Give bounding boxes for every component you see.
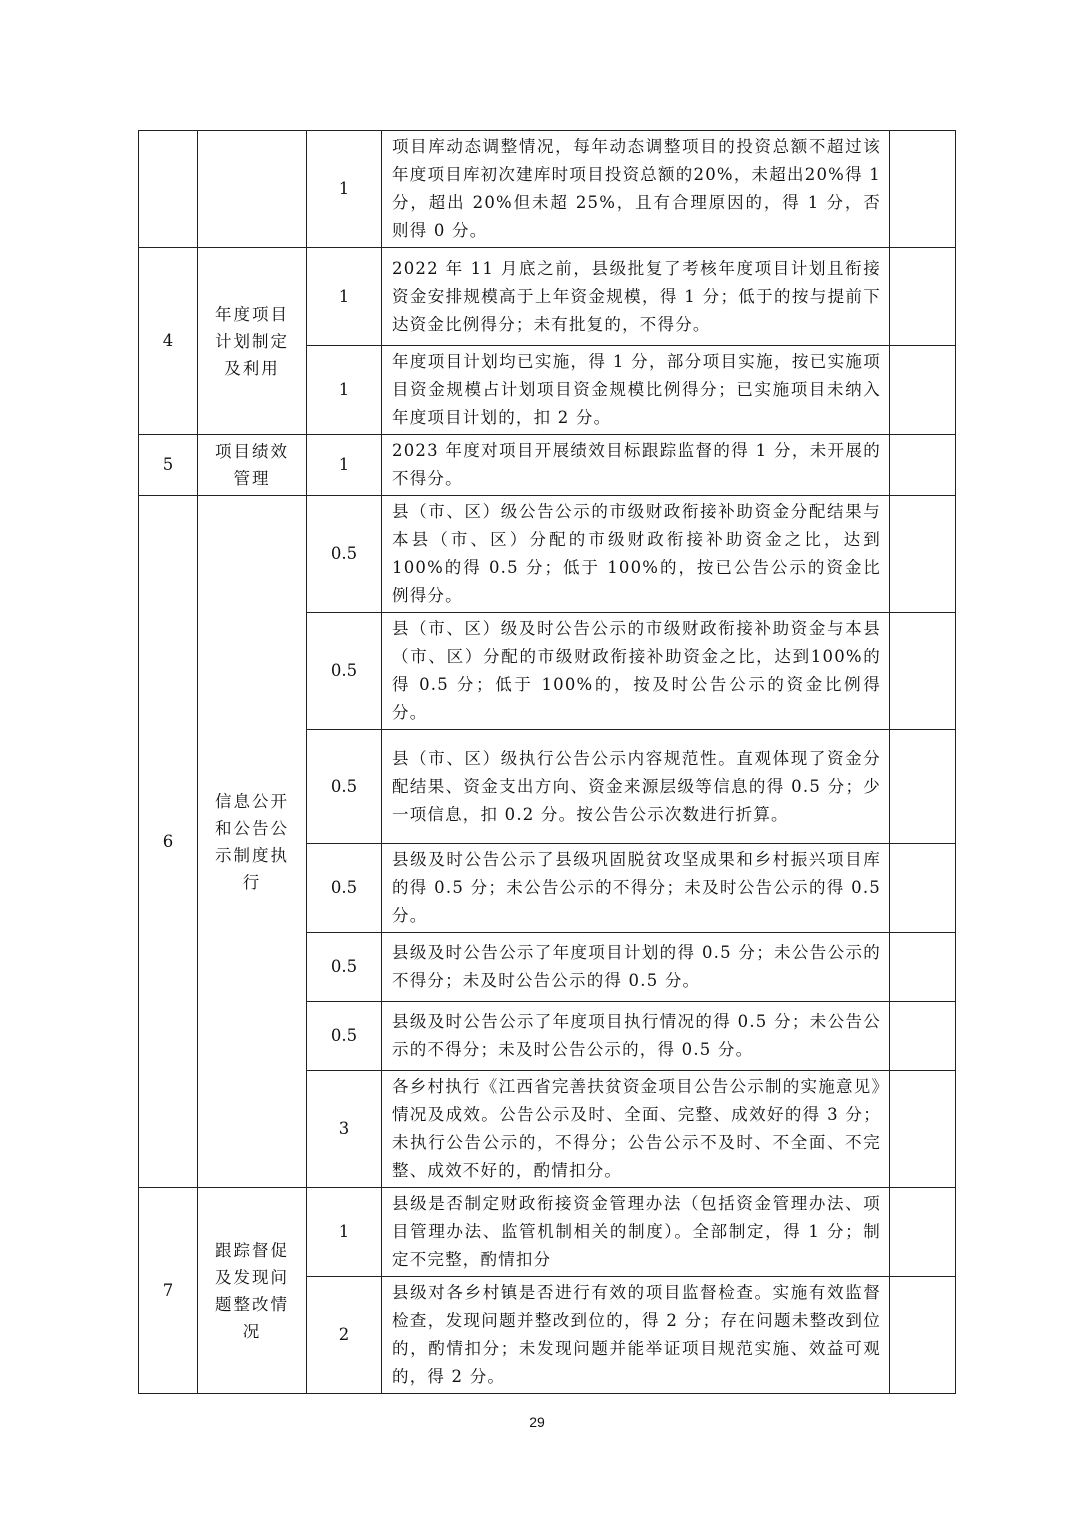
table-row <box>139 496 956 613</box>
criterion-cell: 县级及时公告公示了年度项目执行情况的得 0.5 分；未公告公示的不得分；未及时公告公示的，得 0.5 分。 <box>382 1002 890 1071</box>
score-cell: 1 <box>307 248 382 346</box>
table-row <box>139 131 956 248</box>
item-number-cell: 6 <box>139 496 198 1188</box>
score-cell: 3 <box>307 1071 382 1188</box>
criterion-cell: 2023 年度对项目开展绩效目标跟踪监督的得 1 分，未开展的不得分。 <box>382 435 890 496</box>
item-number-cell: 7 <box>139 1188 198 1394</box>
item-number-cell: 5 <box>139 435 198 496</box>
criterion-cell: 2022 年 11 月底之前，县级批复了考核年度项目计划且衔接资金安排规模高于上年资金规模，得 1 分；低于的按与提前下达资金比例得分；未有批复的，不得分。 <box>382 248 890 346</box>
score-cell: 0.5 <box>307 613 382 730</box>
criterion-cell: 县（市、区）级公告公示的市级财政衔接补助资金分配结果与本县（市、区）分配的市级财政衔接补助资金之比，达到 100%的得 0.5 分；低于 100%的，按已公告公示的资金比例得分。 <box>382 496 890 613</box>
remark-cell <box>890 131 956 248</box>
remark-cell <box>890 435 956 496</box>
score-cell: 0.5 <box>307 496 382 613</box>
criterion-cell: 各乡村执行《江西省完善扶贫资金项目公告公示制的实施意见》情况及成效。公告公示及时、全面、完整、成效好的得 3 分；未执行公告公示的，不得分；公告公示不及时、不全面、不完整、成效不好的，酌情扣分。 <box>382 1071 890 1188</box>
remark-cell <box>890 496 956 613</box>
criterion-cell: 县级及时公告公示了年度项目计划的得 0.5 分；未公告公示的不得分；未及时公告公示的得 0.5 分。 <box>382 933 890 1002</box>
score-cell: 1 <box>307 435 382 496</box>
score-cell: 1 <box>307 1188 382 1277</box>
score-cell: 0.5 <box>307 933 382 1002</box>
remark-cell <box>890 613 956 730</box>
item-name-cell: 跟踪督促及发现问题整改情况 <box>198 1188 307 1394</box>
item-number-cell <box>139 131 198 248</box>
score-cell: 0.5 <box>307 844 382 933</box>
criterion-cell: 项目库动态调整情况，每年动态调整项目的投资总额不超过该年度项目库初次建库时项目投资总额的20%，未超出20%得 1 分，超出 20%但未超 25%，且有合理原因的，得 1 分，否则得 0 分。 <box>382 131 890 248</box>
criterion-cell: 县级及时公告公示了县级巩固脱贫攻坚成果和乡村振兴项目库的得 0.5 分；未公告公示的不得分；未及时公告公示的得 0.5 分。 <box>382 844 890 933</box>
remark-cell <box>890 346 956 435</box>
scoring-table <box>138 130 956 1394</box>
score-cell: 0.5 <box>307 730 382 844</box>
table-row <box>139 248 956 346</box>
remark-cell <box>890 730 956 844</box>
table-row <box>139 435 956 496</box>
score-cell: 1 <box>307 131 382 248</box>
score-cell: 1 <box>307 346 382 435</box>
item-name-cell: 年度项目计划制定及利用 <box>198 248 307 435</box>
remark-cell <box>890 1002 956 1071</box>
remark-cell <box>890 844 956 933</box>
score-cell: 0.5 <box>307 1002 382 1071</box>
remark-cell <box>890 933 956 1002</box>
table-row <box>139 1188 956 1277</box>
page-number: 29 <box>529 1414 545 1430</box>
criterion-cell: 县级对各乡村镇是否进行有效的项目监督检查。实施有效监督检查，发现问题并整改到位的，得 2 分；存在问题未整改到位的，酌情扣分；未发现问题并能举证项目规范实施、效益可观的，得 2 分。 <box>382 1277 890 1394</box>
remark-cell <box>890 1188 956 1277</box>
remark-cell <box>890 248 956 346</box>
item-name-cell: 信息公开和公告公示制度执行 <box>198 496 307 1188</box>
criterion-cell: 县（市、区）级执行公告公示内容规范性。直观体现了资金分配结果、资金支出方向、资金来源层级等信息的得 0.5 分；少一项信息，扣 0.2 分。按公告公示次数进行折算。 <box>382 730 890 844</box>
criterion-cell: 县（市、区）级及时公告公示的市级财政衔接补助资金与本县（市、区）分配的市级财政衔接补助资金之比，达到100%的得 0.5 分；低于 100%的，按及时公告公示的资金比例得分。 <box>382 613 890 730</box>
item-number-cell: 4 <box>139 248 198 435</box>
item-name-cell <box>198 131 307 248</box>
criterion-cell: 县级是否制定财政衔接资金管理办法（包括资金管理办法、项目管理办法、监管机制相关的制度）。全部制定，得 1 分；制定不完整，酌情扣分 <box>382 1188 890 1277</box>
remark-cell <box>890 1277 956 1394</box>
criterion-cell: 年度项目计划均已实施，得 1 分，部分项目实施，按已实施项目资金规模占计划项目资金规模比例得分；已实施项目未纳入年度项目计划的，扣 2 分。 <box>382 346 890 435</box>
remark-cell <box>890 1071 956 1188</box>
item-name-cell: 项目绩效管理 <box>198 435 307 496</box>
score-cell: 2 <box>307 1277 382 1394</box>
